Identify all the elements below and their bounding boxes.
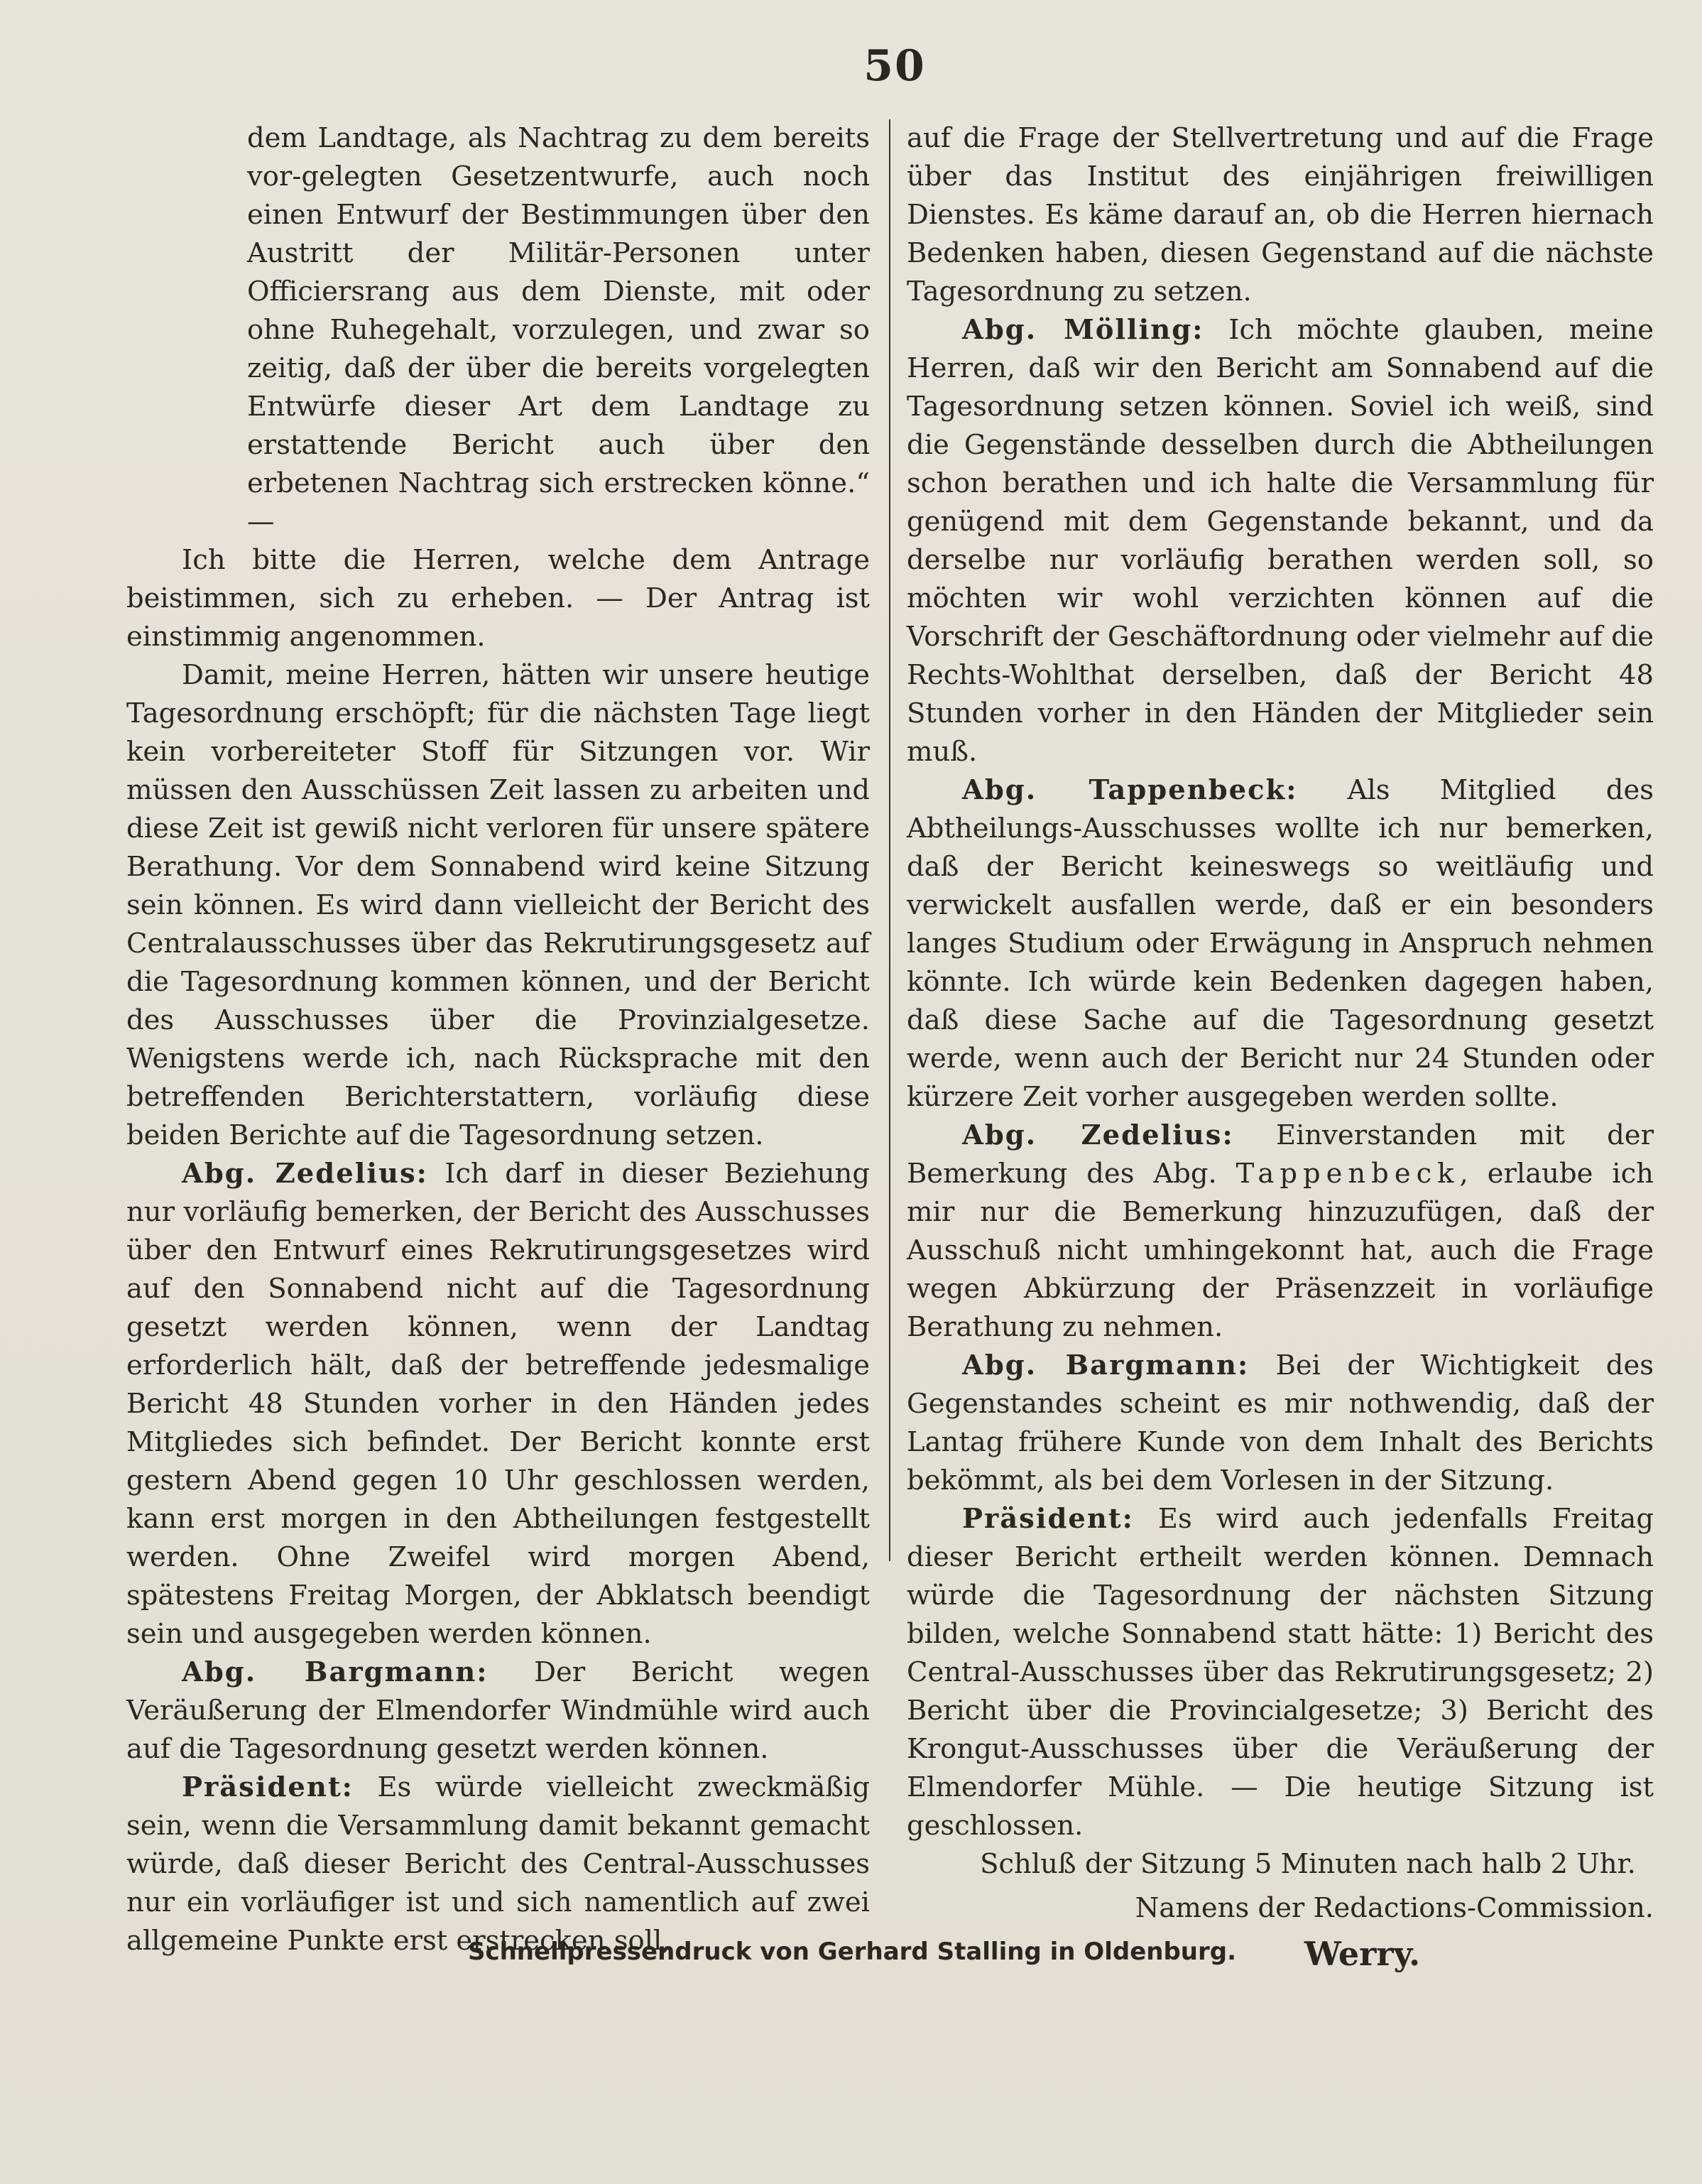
paragraph xyxy=(126,1155,870,1653)
speaker-name: Präsident: xyxy=(962,1503,1134,1535)
speech-text: Bei der Wichtigkeit des Gegenstandes scheint es mir nothwendig, daß der Lantag frühere Kunde von dem Inhalt des Berichts bekömmt, als bei dem Vorlesen in der Sitzung. xyxy=(907,1349,1654,1496)
paragraph: Damit, meine Herren, hätten wir unsere heutige Tagesordnung erschöpft; für die nächsten Tage liegt kein vorbereiteter Stoff für Sitzungen vor. Wir müssen den Ausschüssen Zeit lassen zu arbeiten und diese Zeit ist gewiß nicht verloren für unsere spätere Berathung. Vor dem Sonnabend wird keine Sitzung sein können. Es wird dann vielleicht der Bericht des Centralausschusses über das Rekrutirungsgesetz auf die Tagesordnung kommen können, und der Bericht des Ausschusses über die Provinzialgesetze. Wenigstens werde ich, nach Rücksprache mit den betreffenden Berichterstattern, vorläufig diese beiden Berichte auf die Tagesordnung setzen. xyxy=(126,659,870,1151)
speech-text: Ich darf in dieser Beziehung nur vorläufig bemerken, der Bericht des Ausschusses über den Entwurf eines Rekrutirungsgesetzes wird auf den Sonnabend nicht auf die Tagesordnung gesetzt werden können, wenn der Landtag erforderlich hält, daß der betreffende jedesmalige Bericht 48 Stunden vorher in den Händen jedes Mitgliedes sich befindet. Der Bericht konnte erst gestern Abend gegen 10 Uhr geschlossen werden, kann erst morgen in den Abtheilungen festgestellt werden. Ohne Zweifel wird morgen Abend, spätestens Freitag Morgen, der Abklatsch beendigt sein und ausgegeben werden können. xyxy=(126,1158,871,1650)
paragraph xyxy=(907,1117,1654,1347)
speech-text: Der Bericht wegen Veräußerung der Elmendorfer Windmühle wird auch auf die Tagesordnung gesetzt werden können. xyxy=(126,1656,870,1765)
speech-text: Als Mitglied des Abtheilungs-Ausschusses wollte ich nur bemerken, daß der Bericht keineswegs so weitläufig und verwickelt ausfallen werde, daß er ein besonders langes Studium oder Erwägung in Anspruch nehmen könnte. Ich würde kein Bedenken dagegen haben, daß diese Sache auf die Tagesordnung gesetzt werde, wenn auch der Bericht nur 24 Stunden oder kürzere Zeit vorher ausgegeben werden sollte. xyxy=(907,774,1654,1113)
speech-text: Es würde vielleicht zweckmäßig sein, wenn die Versammlung damit bekannt gemacht würde, daß dieser Bericht des Central-Ausschusses nur ein vorläufiger ist und sich namentlich auf zwei allgemeine Punkte erst erstrecken soll, xyxy=(126,1771,870,1957)
paragraph xyxy=(907,311,1654,771)
paragraph: dem Landtage, als Nachtrag zu dem bereits vor-gelegten Gesetzentwurfe, auch noch einen Entwurf der Bestimmungen über den Austritt der Militär-Personen unter Officiersrang aus dem Dienste, mit oder ohne Ruhegehalt, vorzulegen, und zwar so zeitig, daß der über die bereits vorgelegten Entwürfe dieser Art dem Landtage zu erstattende Bericht auch über den erbetenen Nachtrag sich erstrecken könne.“ — xyxy=(247,122,870,538)
left-column xyxy=(126,119,870,1960)
speaker-name: Abg. Bargmann: xyxy=(182,1656,489,1688)
right-column xyxy=(907,119,1654,1973)
speaker-name: Abg. Zedelius: xyxy=(962,1119,1234,1151)
page-number: 50 xyxy=(863,41,926,91)
speaker-name: Abg. Tappenbeck: xyxy=(962,774,1298,806)
speaker-name: Abg. Mölling: xyxy=(962,314,1204,346)
paragraph xyxy=(126,1653,870,1769)
paragraph: auf die Frage der Stellvertretung und auf die Frage über das Institut des einjährigen freiwilligen Dienstes. Es käme darauf an, ob die Herren hiernach Bedenken haben, diesen Gegenstand auf die nächste Tagesordnung zu setzen. xyxy=(907,122,1654,308)
speaker-name: Präsident: xyxy=(182,1771,354,1803)
speaker-name: Abg. Bargmann: xyxy=(962,1349,1250,1381)
speech-text: Ich möchte glauben, meine Herren, daß wir den Bericht am Sonnabend auf die Tagesordnung setzen können. Soviel ich weiß, sind die Gegenstände desselben durch die Abtheilungen schon berathen und ich halte die Versammlung für genügend mit dem Gegenstande bekannt, und da derselbe nur vorläufig berathen werden soll, so möchten wir wohl verzichten können auf die Vorschrift der Geschäftordnung oder vielmehr auf die Rechts-Wohlthat derselben, daß der Bericht 48 Stunden vorher in den Händen der Mitglieder sein muß. xyxy=(907,314,1654,768)
paragraph xyxy=(907,1347,1654,1500)
column-divider xyxy=(889,119,890,1561)
speaker-name: Abg. Zedelius: xyxy=(182,1158,428,1190)
paragraph xyxy=(126,1769,870,1960)
paragraph xyxy=(907,771,1654,1117)
spaced-name: Tappenbeck xyxy=(1235,1158,1460,1190)
printer-imprint: Schnellpressendruck von Gerhard Stalling in Oldenburg. xyxy=(467,1938,1237,1966)
speech-text: Es wird auch jedenfalls Freitag dieser Bericht ertheilt werden können. Demnach würde die Tagesordnung der nächsten Sitzung bilden, welche Sonnabend statt hätte: 1) Bericht des Central-Ausschusses über das Rekrutirungsgesetz; 2) Bericht über die Provincialgesetze; 3) Bericht des Krongut-Ausschusses über die Veräußerung der Elmendorfer Mühle. — Die heutige Sitzung ist geschlossen. xyxy=(907,1503,1654,1842)
signature: Werry. xyxy=(1304,1935,1421,1973)
commission-line: Namens der Redactions-Commission. xyxy=(1135,1892,1654,1924)
speech-text: Einverstanden mit der Bemerkung des Abg. xyxy=(907,1119,1654,1190)
session-closing-line: Schluß der Sitzung 5 Minuten nach halb 2 Uhr. xyxy=(980,1848,1636,1880)
paragraph xyxy=(907,1500,1654,1845)
speech-text: , erlaube ich mir nur die Bemerkung hinzuzufügen, daß der Ausschuß nicht umhingekonnt hat, auch die Frage wegen Abkürzung der Präsenzzeit in vorläufige Berathung zu nehmen. xyxy=(907,1158,1654,1343)
paragraph: Ich bitte die Herren, welche dem Antrage beistimmen, sich zu erheben. — Der Antrag ist einstimmig angenommen. xyxy=(126,544,870,653)
